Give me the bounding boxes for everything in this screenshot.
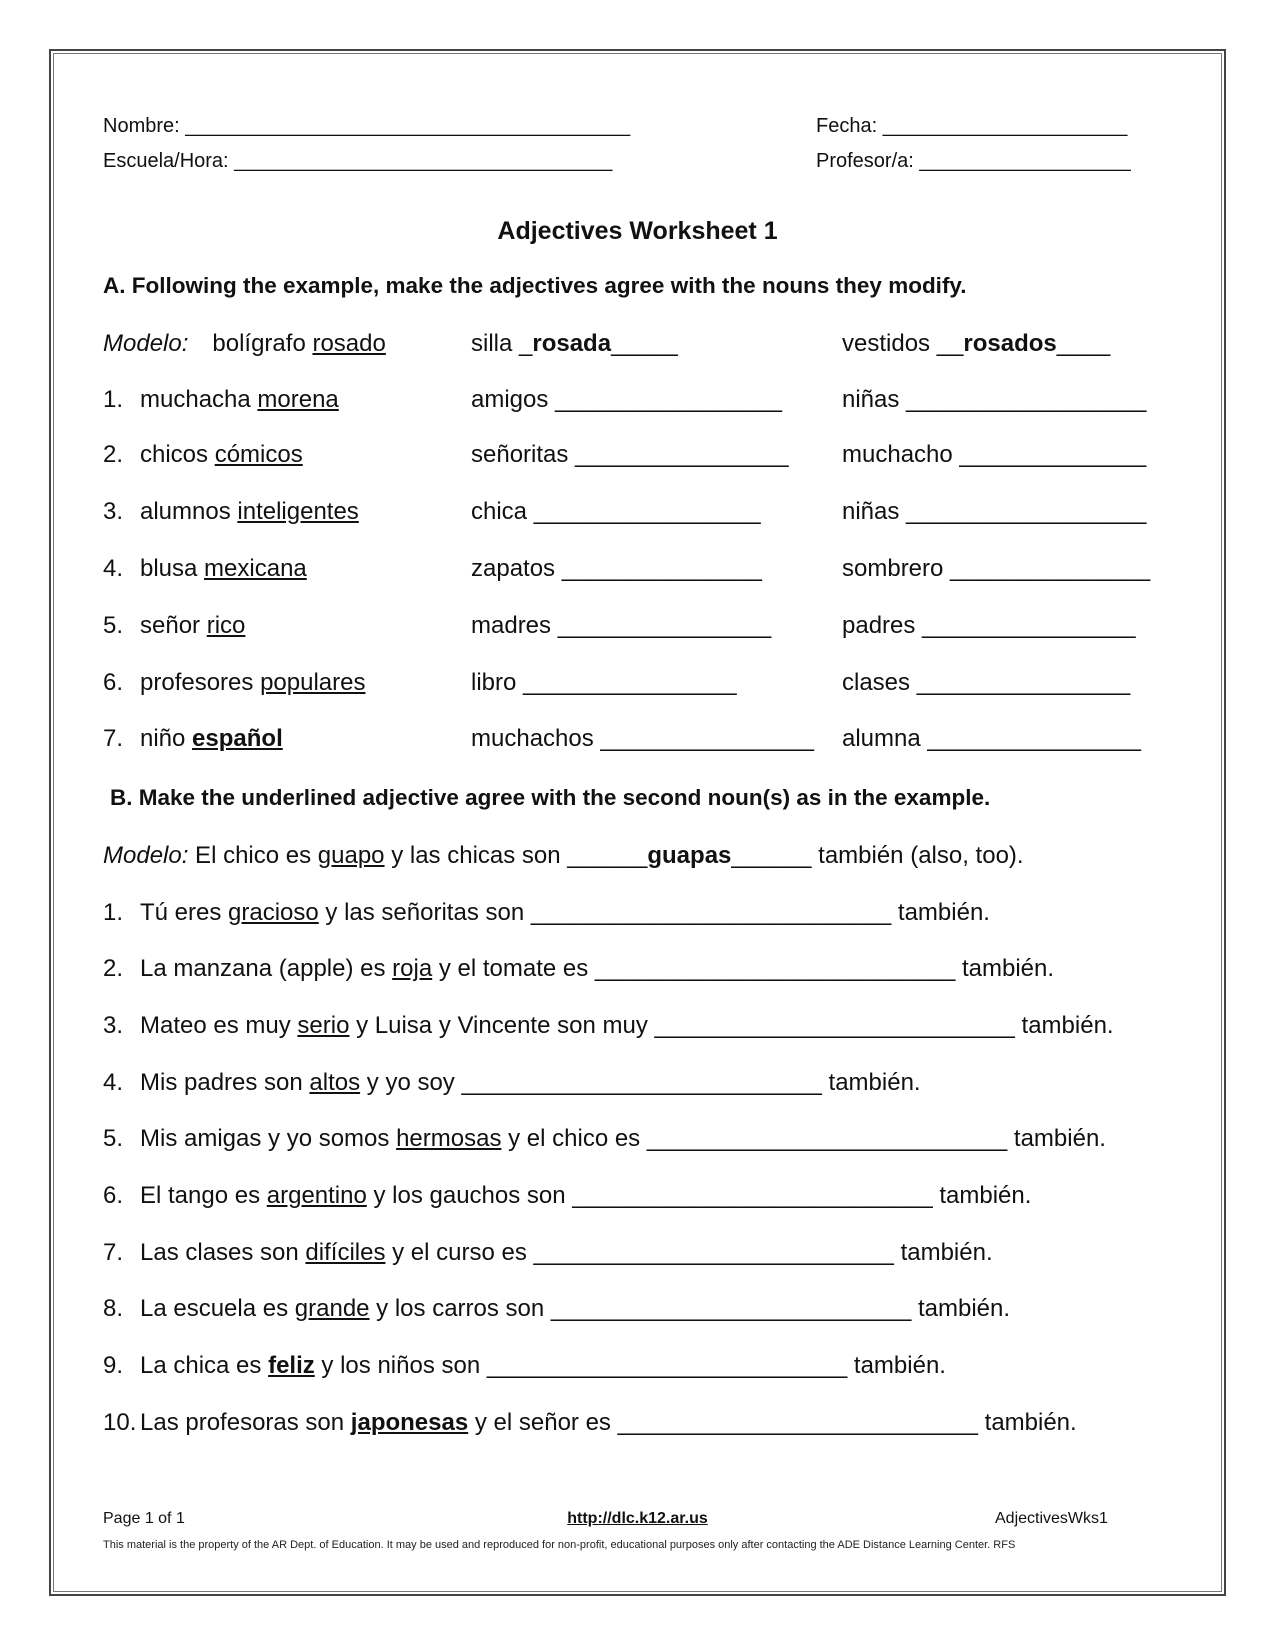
section-b-heading: B. Make the underlined adjective agree with the second noun(s) as in the example. [110,785,991,810]
model-answer: rosados [963,330,1057,357]
profesor-field: Profesor/a: ___________________ [816,150,1131,172]
underlined-adjective: morena [257,386,339,413]
model-noun: bolígrafo [212,330,306,357]
section-a-model-col3: vestidos __rosados____ [842,330,1111,357]
blank-field[interactable]: y yo soy ___________________________ también. [360,1069,921,1096]
blank-field[interactable]: clases ________________ [842,669,1131,696]
blank-field[interactable]: madres ________________ [471,612,772,639]
underlined-adjective: español [192,725,283,752]
page-number: Page 1 of 1 [103,1510,185,1527]
blank-field[interactable]: niñas __________________ [842,498,1147,525]
underlined-adjective: serio [297,1012,350,1039]
model-answer: guapas [647,842,732,869]
underlined-adjective: populares [260,669,366,696]
section-a-model-col2: silla _rosada_____ [471,330,678,357]
footer-link[interactable]: http://dlc.k12.ar.us [567,1510,708,1527]
underlined-adjective: gracioso [228,899,319,926]
model-label: Modelo: [103,330,189,357]
blank-field[interactable]: y los niños son ___________________________ también. [314,1352,946,1379]
escuela-field: Escuela/Hora: __________________________________ [103,150,613,172]
section-b-model: Modelo: El chico es guapo y las chicas son ______guapas______ también (also, too). [103,842,1024,869]
blank-field[interactable]: y el curso es ___________________________ también. [385,1239,993,1266]
blank-field[interactable]: y las señoritas son ___________________________ también. [318,899,990,926]
copyright-notice: This material is the property of the AR Dept. of Education. It may be used and reproduced for non-profit, educational purposes only after contacting the ADE Distance Learning Center. RFS [103,1539,1016,1551]
underlined-adjective: feliz [268,1352,315,1379]
underlined-adjective: cómicos [214,441,303,468]
blank-field[interactable]: y los carros son ___________________________ también. [369,1295,1011,1322]
underlined-adjective: inteligentes [237,498,359,525]
fecha-field: Fecha: ______________________ [816,115,1128,137]
blank-field[interactable]: y el chico es ___________________________ también. [501,1125,1106,1152]
underlined-adjective: grande [294,1295,370,1322]
blank-field[interactable]: niñas __________________ [842,386,1147,413]
blank-field[interactable]: padres ________________ [842,612,1136,639]
underlined-adjective: altos [309,1069,361,1096]
section-a-heading: A. Following the example, make the adjectives agree with the nouns they modify. [103,273,967,298]
blank-field[interactable]: y el tomate es ___________________________ también. [432,955,1055,982]
blank-field[interactable]: muchachos ________________ [471,725,814,752]
blank-field[interactable]: y el señor es ___________________________ también. [468,1409,1077,1436]
underlined-adjective: roja [392,955,433,982]
underlined-adjective: japonesas [350,1409,469,1436]
underlined-adjective: mexicana [204,555,307,582]
model-label: Modelo: [103,842,189,869]
file-name: AdjectivesWks1 [995,1510,1108,1527]
blank-field[interactable]: alumna ________________ [842,725,1141,752]
underlined-adjective: rico [206,612,246,639]
underlined-adjective: hermosas [396,1125,502,1152]
model-adjective: guapo [317,842,385,869]
blank-field[interactable]: chica _________________ [471,498,761,525]
model-adjective: rosado [312,330,386,357]
underlined-adjective: argentino [266,1182,367,1209]
blank-field[interactable]: zapatos _______________ [471,555,762,582]
section-a-model-col1 [103,330,386,358]
blank-field[interactable]: amigos _________________ [471,386,782,413]
blank-field[interactable]: sombrero _______________ [842,555,1151,582]
page-title: Adjectives Worksheet 1 [497,217,778,245]
nombre-field: Nombre: ________________________________________ [103,115,631,137]
blank-field[interactable]: señoritas ________________ [471,441,789,468]
blank-field[interactable]: libro ________________ [471,669,737,696]
blank-field[interactable]: y los gauchos son ___________________________ también. [366,1182,1032,1209]
underlined-adjective: difíciles [305,1239,386,1266]
blank-field[interactable]: y Luisa y Vincente son muy ___________________________ también. [349,1012,1114,1039]
blank-field[interactable]: muchacho ______________ [842,441,1147,468]
model-answer: rosada [532,330,612,357]
